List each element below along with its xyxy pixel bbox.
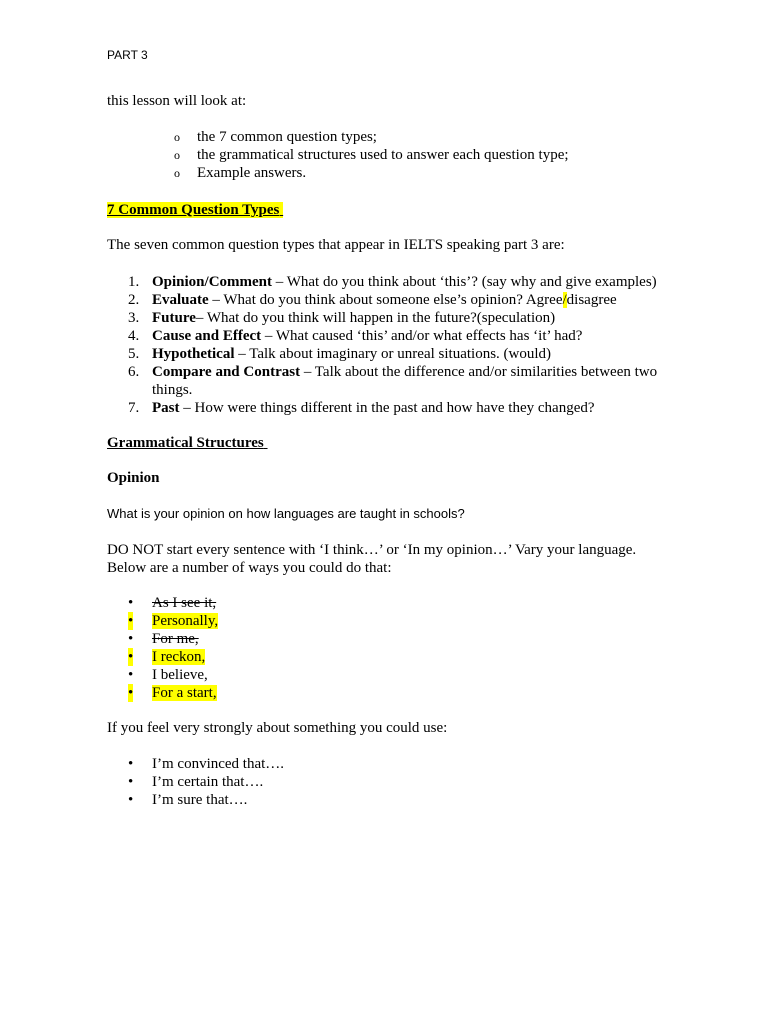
strong-opinion-intro: If you feel very strongly about something you could use: bbox=[107, 720, 448, 736]
strong-phrases-list bbox=[128, 755, 284, 809]
list-item: • Personally, bbox=[128, 613, 219, 629]
list-item: • I’m sure that…. bbox=[128, 792, 248, 808]
list-item: 7. Past – How were things different in the past and how have they changed? bbox=[128, 400, 595, 416]
circle-bullet-icon: o bbox=[174, 166, 180, 180]
list-item: • For a start, bbox=[128, 685, 217, 701]
list-item: • For me, bbox=[128, 631, 199, 647]
list-item: o the 7 common question types; bbox=[174, 129, 377, 145]
list-item: o the grammatical structures used to answer each question type; bbox=[174, 147, 569, 163]
list-item: • I’m convinced that…. bbox=[128, 756, 285, 772]
bullet-icon: • bbox=[128, 631, 134, 647]
list-item: • As I see it, bbox=[128, 595, 217, 611]
list-item: 3. Future– What do you think will happen in the future?(speculation) bbox=[128, 310, 556, 326]
list-item: • I believe, bbox=[128, 667, 208, 683]
question-types-heading: 7 Common Question Types bbox=[107, 201, 283, 219]
list-item: o Example answers. bbox=[174, 165, 307, 181]
list-item: 4. Cause and Effect – What caused ‘this’ and/or what effects has ‘it’ had? bbox=[128, 328, 583, 344]
intro-text: this lesson will look at: bbox=[107, 93, 247, 109]
page-header: PART 3 bbox=[107, 48, 148, 62]
donot-paragraph: DO NOT start every sentence with ‘I think…’ or ‘In my opinion…’ Vary your language. Below are a number of ways you could do that: bbox=[107, 542, 637, 576]
list-item: 5. Hypothetical – Talk about imaginary or unreal situations. (would) bbox=[128, 346, 552, 362]
bullet-icon: • bbox=[128, 613, 134, 629]
list-item: • I’m certain that…. bbox=[128, 774, 264, 790]
lesson-points-list bbox=[174, 128, 569, 182]
grammar-heading: Grammatical Structures bbox=[107, 435, 264, 451]
bullet-icon: • bbox=[128, 774, 134, 790]
circle-bullet-icon: o bbox=[174, 130, 180, 144]
bullet-icon: • bbox=[128, 595, 134, 611]
circle-bullet-icon: o bbox=[174, 148, 180, 162]
opinion-phrases-list bbox=[128, 594, 218, 702]
bullet-icon: • bbox=[128, 685, 134, 701]
bullet-icon: • bbox=[128, 792, 134, 808]
question-types-list bbox=[128, 273, 688, 417]
highlighted-slash: / bbox=[562, 292, 567, 308]
list-item: 6. Compare and Contrast – Talk about the difference and/or similarities between two things. bbox=[128, 364, 658, 398]
list-item: 1. Opinion/Comment – What do you think about ‘this’? (say why and give examples) bbox=[128, 274, 657, 290]
bullet-icon: • bbox=[128, 649, 134, 665]
list-item: • I reckon, bbox=[128, 649, 206, 665]
bullet-icon: • bbox=[128, 756, 134, 772]
opinion-heading: Opinion bbox=[107, 470, 160, 486]
list-item: 2. Evaluate – What do you think about someone else’s opinion? Agree/disagree bbox=[128, 292, 617, 308]
bullet-icon: • bbox=[128, 667, 134, 683]
opinion-question: What is your opinion on how languages are taught in schools? bbox=[107, 506, 465, 521]
question-types-intro: The seven common question types that appear in IELTS speaking part 3 are: bbox=[107, 237, 565, 253]
